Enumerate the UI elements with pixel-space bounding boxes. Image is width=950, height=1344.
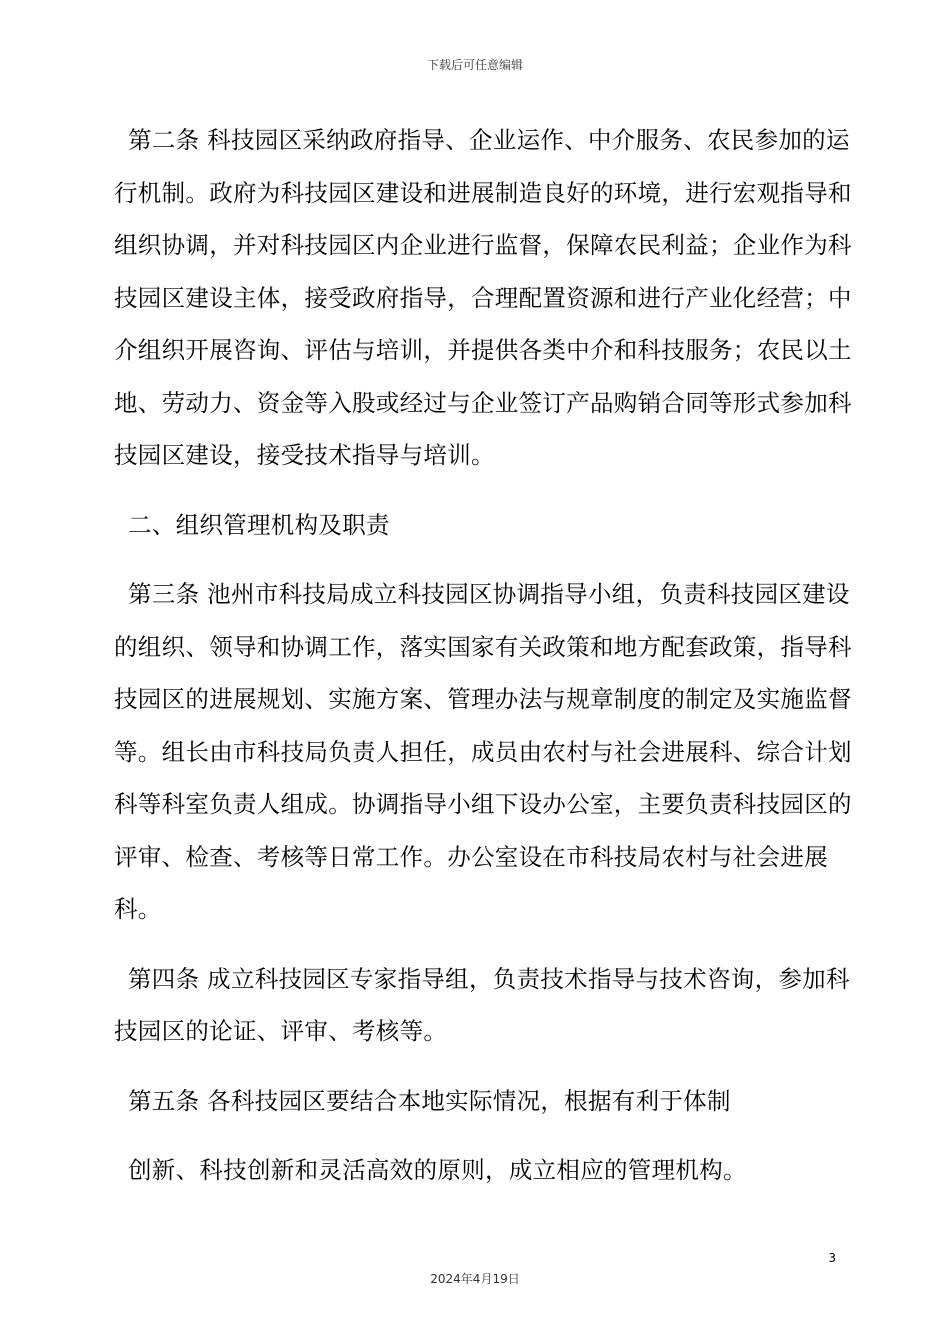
article-5-continuation	[114, 1144, 840, 1197]
text-line: 技园区建设主体，接受政府指导，合理配置资源和进行产业化经营；中	[114, 283, 852, 312]
text-line: 创新、科技创新和灵活高效的原则，成立相应的管理机构。	[128, 1156, 747, 1184]
text-line: 评审、检查、考核等日常工作。办公室设在市科技局农村与社会进展	[114, 842, 828, 871]
article-4-paragraph	[114, 953, 850, 1058]
text-line: 介组织开展咨询、评估与培训，并提供各类中介和科技服务；农民以土	[114, 336, 852, 364]
text-line: 行机制。政府为科技园区建设和进展制造良好的环境，进行宏观指导和	[114, 178, 852, 207]
text-line: 技园区的进展规划、实施方案、管理办法与规章制度的制定及实施监督	[114, 685, 852, 713]
text-line: 第三条 池州市科技局成立科技园区协调指导小组，负责科技园区建设	[128, 580, 850, 608]
text-line: 第五条 各科技园区要结合本地实际情况，根据有利于体制	[128, 1086, 731, 1115]
text-line: 科。	[114, 895, 162, 923]
section-heading	[114, 499, 840, 552]
article-5-paragraph	[114, 1075, 840, 1128]
article-3-paragraph	[114, 568, 852, 936]
text-line: 第二条 科技园区采纳政府指导、企业运作、中介服务、农民参加的运	[128, 126, 850, 154]
page-header: 下载后可任意编辑	[426, 58, 523, 72]
text-line: 第四条 成立科技园区专家指导组，负责技术指导与技术咨询，参加科	[128, 964, 850, 993]
text-line: 技园区的论证、评审、考核等。	[114, 1017, 448, 1045]
text-line: 技园区建设，接受技术指导与培训。	[114, 441, 495, 469]
text-line: 的组织、领导和协调工作，落实国家有关政策和地方配套政策，指导科	[114, 632, 852, 661]
text-line: 等。组长由市科技局负责人担任，成员由农村与社会进展科、综合计划	[114, 737, 852, 766]
page-footer-date: 2024年4月19日	[430, 1272, 520, 1286]
article-2-paragraph	[114, 114, 852, 482]
text-line: 地、劳动力、资金等入股或经过与企业签订产品购销合同等形式参加科	[114, 388, 852, 417]
page-number: 3	[828, 1251, 836, 1265]
text-line: 组织协调，并对科技园区内企业进行监督，保障农民利益；企业作为科	[114, 231, 852, 259]
section-heading-text: 二、组织管理机构及职责	[128, 510, 390, 539]
text-line: 科等科室负责人组成。协调指导小组下设办公室，主要负责科技园区的	[114, 790, 852, 818]
document-body	[114, 114, 852, 1214]
